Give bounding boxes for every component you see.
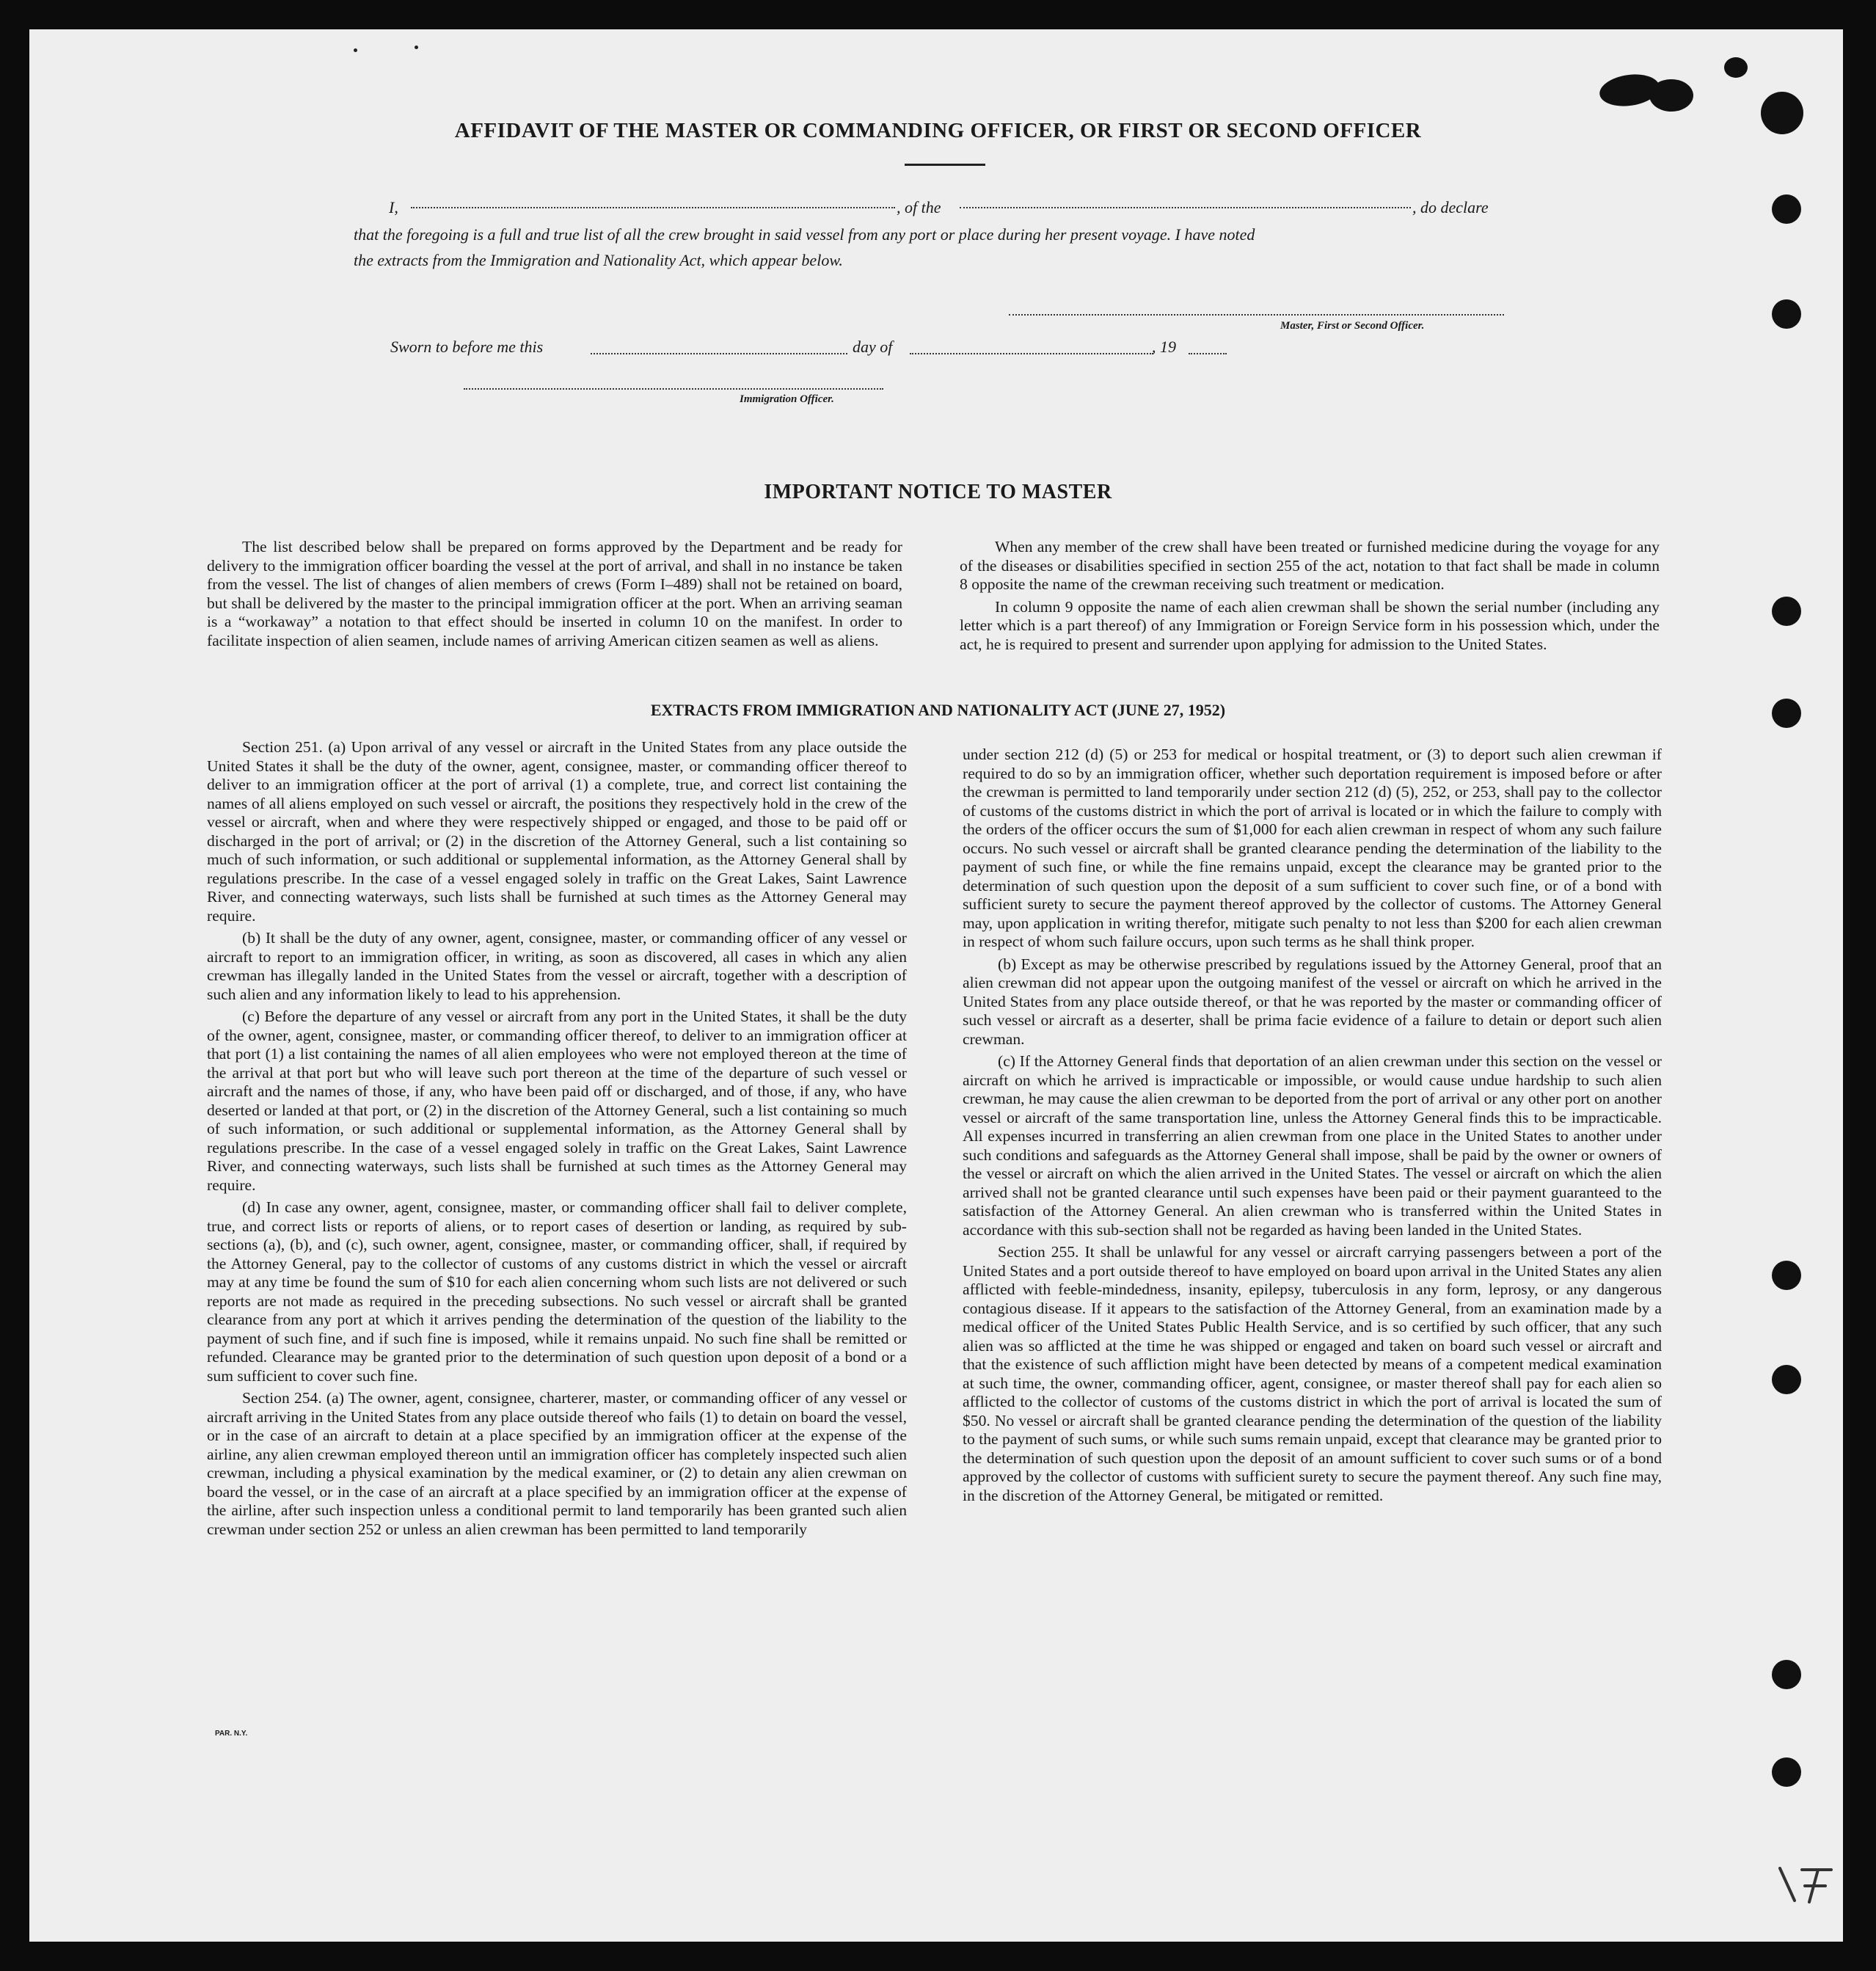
affidavit-line1-mid: , of the — [897, 198, 941, 216]
affidavit-line2: that the foregoing is a full and true list of all the crew brought in said vessel from any port or place during her present voyage. I have noted — [354, 225, 1255, 244]
binder-hole — [1772, 194, 1801, 224]
sworn-day-of: day of — [853, 338, 893, 356]
notice-right-paragraph-1: When any member of the crew shall have been treated or furnished medicine during the voyage for any of the diseases or disabilities specified in section 255 of the act, notation to that fact shall be made in column 8 opposite the name of the crewman receiving such treatment or medication. — [960, 538, 1660, 593]
section-255: Section 255. It shall be unlawful for any vessel or aircraft carrying passengers between a port of the United States and a port outside thereof to have employed on board upon arrival in the United States any alien afflicted with feeble-mindedness, insanity, epilepsy, tuberculosis in any form, leprosy, or any dangerous contagious disease. If it appears to the satisfaction of the Attorney General, from an examination made by a medical officer of the United States Public Health Service, and is so certified by such officer, that any such alien was so afflicted at the time he was shipped or engaged and taken on board such vessel or aircraft and that the existence of such affliction might have been detected by means of a competent medical examination at such time, the owner, commanding officer, agent, consignee, or master thereof shall pay for each alien so afflicted to the collector of customs of the customs district in which the port of arrival is located the sum of $50. No vessel or aircraft shall be granted clearance pending the determination of the question of the liability to the payment of such sums, or while such sums remain unpaid, except that clearance may be granted prior to the determination of such question upon the deposit of an amount sufficient to cover such sums or of a bond approved by the collector of customs with sufficient surety to secure the payment thereof. Any such fine may, in the discretion of the Attorney General, be mitigated or remitted. — [963, 1243, 1662, 1504]
printer-mark: PAR. N.Y. — [215, 1730, 248, 1738]
notice-left-column — [207, 538, 902, 654]
binder-hole — [1772, 1660, 1801, 1689]
speck — [415, 45, 418, 49]
affidavit-line1-end: , do declare — [1412, 198, 1489, 216]
handwritten-page-number — [1774, 1862, 1840, 1906]
section-251-d: (d) In case any owner, agent, consignee, master, or commanding officer shall fail to deliver complete, true, and correct lists or reports of aliens, or to report cases of desertion or landing, as required by sub-sections (a), (b), and (c), such owner, agent, consignee, master, or commanding officer, shall, if required by the Attorney General, pay to the collector of customs of any customs district in which the vessel or aircraft may at any time be found the sum of $10 for each alien concerning whom such lists are not delivered or such reports are not made as required in the preceding subsections. No such vessel or aircraft shall be granted clearance from any port at which it arrives pending the determination of the question of the liability to the payment of such fine, and if such fine is imposed, while it remains unpaid. No such fine shall be remitted or refunded. Clearance may be granted prior to the determination of such question upon deposit of a bond or a sum sufficient to cover such fine. — [207, 1198, 907, 1385]
section-254-c: (c) If the Attorney General finds that deportation of an alien crewman under this section on the vessel or aircraft on which he arrived is impracticable or impossible, or would cause undue hardship to such alien crewman, he may cause the alien crewman to be deported from the port of arrival or any other port on another vessel or aircraft of the same transportation line, unless the Attorney General finds this to be impracticable. All expenses incurred in transferring an alien crewman from one place in the United States to another under such conditions and safeguards as the Attorney General shall impose, shall be paid by the owner or owners of the vessel or aircraft on which the alien arrived in the United States. The vessel or aircraft on which the alien arrived shall not be granted clearance until such expenses have been paid or their payment guaranteed to the satisfaction of the Attorney General. An alien crewman who is transferred within the United States in accordance with this sub-section shall not be regarded as having been landed in the United States. — [963, 1052, 1662, 1239]
affidavit-line1-start: I, — [389, 198, 398, 216]
binder-hole — [1772, 1757, 1801, 1787]
binder-hole — [1772, 299, 1801, 329]
sworn-year-prefix: , 19 — [1152, 338, 1176, 356]
binder-hole — [1772, 699, 1801, 728]
section-251-c: (c) Before the departure of any vessel or aircraft from any port in the United States, it shall be the duty of the owner, agent, consignee, master, or commanding officer thereof, to deliver to an immigration officer at that port (1) a list containing the names of all alien employees who were not employed thereon at the time of the arrival at that port but who will leave such port thereon at the time of the departure of such vessel or aircraft and the names of those, if any, who have been paid off or discharged, and of those, if any, who have deserted or landed at that port, or (2) in the discretion of the Attorney General, such a list containing so much of such information, or such additional or supplemental information, as the Attorney General shall by regulations prescribe. In the case of a vessel engaged solely in traffic on the Great Lakes, Saint Lawrence River, and connecting waterways, such lists shall be furnished at such times as the Attorney General may require. — [207, 1008, 907, 1194]
extracts-right-column — [963, 746, 1662, 1509]
binder-hole — [1772, 1261, 1801, 1290]
master-signature-label: Master, First or Second Officer. — [1280, 320, 1425, 332]
declarant-name-field — [411, 207, 895, 208]
binder-hole — [1772, 1365, 1801, 1394]
ink-blot — [1761, 92, 1803, 134]
affidavit-title: AFFIDAVIT OF THE MASTER OR COMMANDING OFFICER, OR FIRST OR SECOND OFFICER — [454, 119, 1422, 142]
sworn-day-field — [591, 353, 847, 354]
officer-signature-line — [464, 388, 883, 390]
extracts-title: EXTRACTS FROM IMMIGRATION AND NATIONALITY ACT (JUNE 27, 1952) — [650, 701, 1226, 719]
vessel-name-field — [960, 207, 1411, 208]
officer-signature-label: Immigration Officer. — [740, 393, 834, 405]
master-signature-line — [1009, 314, 1504, 316]
notice-left-paragraph: The list described below shall be prepared on forms approved by the Department and be ready for delivery to the immigration officer boarding the vessel at the port of arrival, and shall in no instance be taken from the vessel. The list of changes of alien members of crews (Form I–489) shall not be retained on board, but shall be delivered by the master to the principal immigration officer at the port. When an arriving seaman is a “workaway” a notation to that effect should be inserted in column 10 on the manifest. In order to facilitate inspection of alien seamen, include names of arriving American citizen seamen as well as aliens. — [207, 538, 902, 649]
notice-right-column — [960, 538, 1660, 657]
section-251-b: (b) It shall be the duty of any owner, agent, consignee, master, or commanding officer of any vessel or aircraft to report to an immigration officer, in writing, as soon as discovered, all cases in which any alien crewman has illegally landed in the United States from the vessel or aircraft, together with a description of such alien and any information likely to lead to his apprehension. — [207, 929, 907, 1003]
section-254-a-continued: under section 212 (d) (5) or 253 for medical or hospital treatment, or (3) to deport such alien crewman if required to do so by an immigration officer, whether such deportation requirement is imposed before or after the crewman is permitted to land temporarily under section 212 (d) (5), 252, or 253, shall pay to the collector of customs of the customs district in which the port of arrival is located or in which the failure to comply with the orders of the officer occurs the sum of $1,000 for each alien crewman in respect of whom any such failure occurs. No such vessel or aircraft shall be granted clearance pending the determination of the liability to the payment of such fine, or while the fine remains unpaid, except the clearance may be granted prior to the determination of such question upon the deposit of a sum sufficient to cover such fine, or of a bond with sufficient surety to secure the payment thereof approved by the collector of customs. The Attorney General may, upon application in writing therefor, mitigate such penalty to not less than $200 for each alien crewman in respect of whom such failure occurs, upon such terms as he shall think proper. — [963, 746, 1662, 950]
affidavit-line3: the extracts from the Immigration and Nationality Act, which appear below. — [354, 251, 843, 269]
section-251-a: Section 251. (a) Upon arrival of any vessel or aircraft in the United States from any place outside the United States it shall be the duty of the owner, agent, consignee, master, or commanding officer thereof to deliver to an immigration officer at the port of arrival (1) a complete, true, and correct list containing the names of all aliens employed on such vessel or aircraft, the positions they respectively hold in the crew of the vessel or aircraft, when and where they were respectively shipped or engaged, and those to be paid off or discharged in the port of arrival; or (2) in the discretion of the Attorney General, such a list containing so much of such information, or such additional or supplemental information, as the Attorney General shall by regulations prescribe. In the case of a vessel engaged solely in traffic on the Great Lakes, Saint Lawrence River, and connecting waterways, such lists shall be furnished at such times as the Attorney General may require. — [207, 738, 907, 925]
sworn-text: Sworn to before me this — [390, 338, 544, 356]
ink-blot — [1724, 57, 1748, 78]
section-254-b: (b) Except as may be otherwise prescribed by regulations issued by the Attorney General, proof that an alien crewman did not appear upon the outgoing manifest of the vessel or aircraft on which he arrived in the United States from any place outside thereof, or that he was reported by the master or commanding officer of such vessel or aircraft as a deserter, shall be prima facie evidence of a failure to detain or deport such alien crewman. — [963, 955, 1662, 1048]
extracts-left-column — [207, 738, 907, 1542]
sworn-year-field — [1189, 353, 1227, 354]
binder-hole — [1772, 597, 1801, 626]
notice-title: IMPORTANT NOTICE TO MASTER — [764, 481, 1112, 503]
title-underline — [905, 164, 985, 166]
section-254-a: Section 254. (a) The owner, agent, consignee, charterer, master, or commanding officer of any vessel or aircraft arriving in the United States from any place outside thereof who fails (1) to detain on board the vessel, or in the case of an aircraft to detain at a place specified by an immigration officer at the expense of the airline, any alien crewman employed thereon until an immigration officer has completely inspected such alien crewman, including a physical examination by the medical examiner, or (2) to detain any alien crewman on board the vessel, or in the case of an aircraft at a place specified by an immigration officer at the expense of the airline, after such inspection unless a conditional permit to land temporarily has been granted such alien crewman under section 252 or unless an alien crewman has been permitted to land temporarily — [207, 1389, 907, 1538]
sworn-month-field — [910, 353, 1153, 354]
speck — [354, 48, 357, 52]
notice-right-paragraph-2: In column 9 opposite the name of each alien crewman shall be shown the serial number (including any letter which is a part thereof) of any Immigration or Foreign Service form in his possession which, under the act, he is required to present and surrender upon applying for admission to the United States. — [960, 597, 1660, 653]
ink-blot — [1649, 79, 1693, 112]
